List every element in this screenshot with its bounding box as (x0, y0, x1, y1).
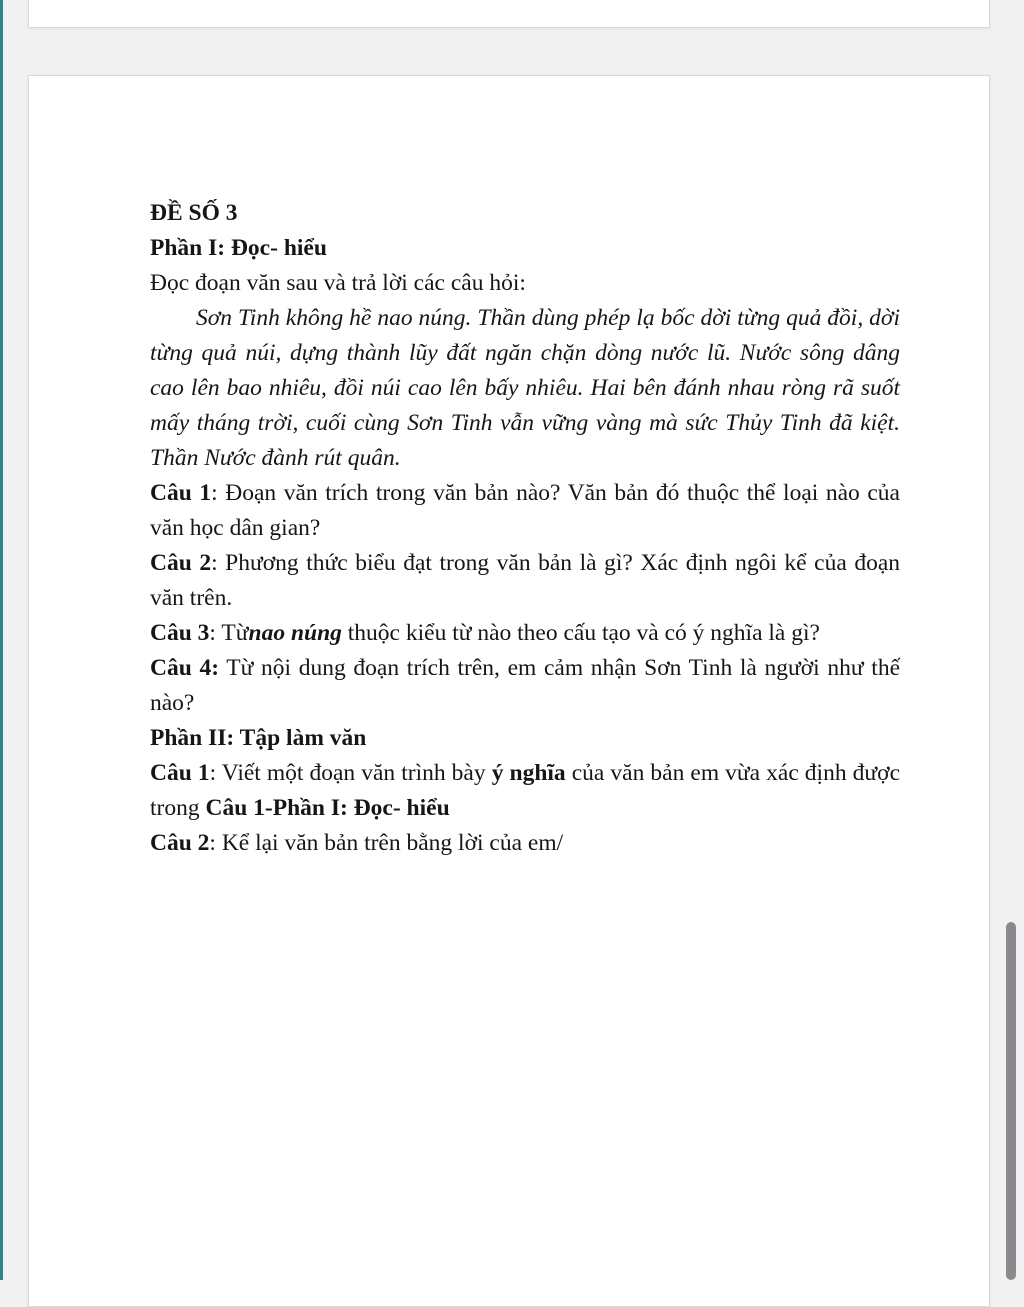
bold-reference: Câu 1-Phần I: Đọc- hiểu (205, 795, 450, 821)
question-text: của văn bản em vừa xác định được trong (150, 760, 900, 821)
part1-question-4 (150, 651, 900, 721)
document-content (150, 196, 900, 861)
part1-question-3 (150, 616, 900, 651)
question-text: : Đoạn văn trích trong văn bản nào? Văn bản đó thuộc thể loại nào của văn học dân gian? (150, 480, 900, 541)
part1-heading: Phần I: Đọc- hiểu (150, 235, 327, 261)
question-text: : Từ (209, 620, 249, 646)
question-text: : Phương thức biểu đạt trong văn bản là gì? Xác định ngôi kể của đoạn văn trên. (150, 550, 900, 611)
instruction: Đọc đoạn văn sau và trả lời các câu hỏi: (150, 270, 526, 296)
part2-question-1 (150, 756, 900, 826)
window-left-edge (0, 0, 3, 1280)
question-text: : Kể lại văn bản trên bằng lời của em/ (209, 830, 564, 856)
exam-title: ĐỀ SỐ 3 (150, 200, 238, 226)
reading-passage: Sơn Tinh không hề nao núng. Thần dùng phép lạ bốc dời từng quả đồi, dời từng quả núi, dựng thành lũy đất ngăn chặn dòng nước lũ. Nước sông dâng cao lên bao nhiêu, đồi núi cao lên bấy nhiêu. Hai bên đánh nhau ròng rã suốt mấy tháng trời, cuối cùng Sơn Tinh vẫn vững vàng mà sức Thủy Tinh đã kiệt. Thần Nước đành rút quân. (150, 305, 900, 471)
question-label: Câu 3 (150, 620, 210, 646)
question-text: thuộc kiểu từ nào theo cấu tạo và có ý nghĩa là gì? (341, 620, 820, 646)
part1-question-1 (150, 476, 900, 546)
question-label: Câu 1 (150, 480, 212, 506)
part2-question-2 (150, 826, 900, 861)
question-text: : Viết một đoạn văn trình bày (209, 760, 492, 786)
question-label: Câu 2 (150, 550, 212, 576)
emphasized-word: nao núng (248, 620, 342, 646)
bold-phrase: ý nghĩa (491, 760, 566, 786)
question-label: Câu 4: (150, 655, 220, 681)
question-label: Câu 1 (150, 760, 210, 786)
vertical-scrollbar[interactable] (1004, 0, 1016, 1280)
question-text: Từ nội dung đoạn trích trên, em cảm nhận Sơn Tinh là người như thế nào? (150, 655, 900, 716)
question-label: Câu 2 (150, 830, 210, 856)
part2-heading: Phần II: Tập làm văn (150, 725, 367, 751)
scrollbar-thumb[interactable] (1006, 922, 1016, 1280)
previous-page (28, 0, 990, 28)
part1-question-2 (150, 546, 900, 616)
